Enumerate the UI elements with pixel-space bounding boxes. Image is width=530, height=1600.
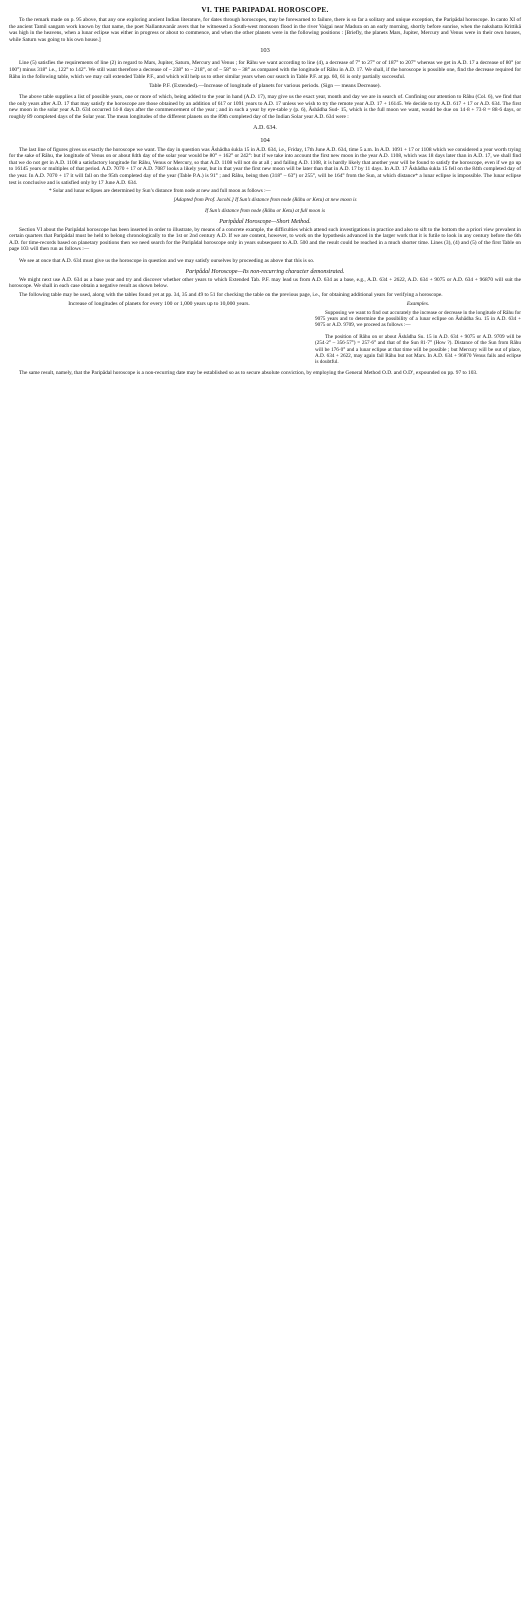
result-paragraph: The last line of figures gives us exactly the horoscope we want. The day in question was Âshâdha śukla 15 in A.D. 634, i.e., Friday, 17th June A.D. 634, time 5 a.m. In A.D. 1091 + 17 or 1108 which we considered a year worth trying for the sake of Râhu, the longitude of Venus on or about 84th day of the solar year would be 80° + 162° or 242°: but if we take into account the first new moon in the year A.D. 1108, which was 18 days later than in A.D. 17, we shall find that we do not get in A.D. 1108 a satisfactory longitude for Râhu, Venus or Mercury, so that A.D. 1108 will not do at all ; and failing A.D. 1108, it is hardly likely that another year will be found to satisfy the horoscope, even if we go up to 16145 years or multiples of that period. A.D. 7070 + 17 or A.D. 7087 looks a likely year, but in that year the first new moon will be later than that in A.D. 17 by 11 days. In A.D. 17 Âshâdha śukla 15 fell on the 84th completed day of the year. In A.D. 7070 + 17 it will fall on the 95th completed day of the year (Table P.A.) is 91° ; and Râhu, being then (318° – 63°) or 255°, will be 164° from the Sun, at which distance* a lunar eclipse is impossible. The lunar eclipse test is conclusive and is satisfied only by 17 June A.D. 634. xyxy=(9,146,521,186)
intro-paragraph: To the remark made on p. 95 above, that any one exploring ancient Indian literature, for dates through horoscopes, may be forewarned to failure, there is so far a solitary and unique exception, the Paripâdal horoscope. In canto XI of the ancient Tamil sangam work known by that name, the poet Nallantuvanâr avers that he witnessed a South-west monsoon flood in the river Vaigai near Madura on an early morning, shortly before sunrise, when the nakshatra Krittikâ was high in the heavens, when a lunar eclipse was either in progress or about to commence, and when the other planets were in the following positions : [Briefly, the planets Mars, Jupiter, Mercury and Venus were in their own houses, while Saturn was going to his own house.] xyxy=(9,17,521,43)
line5-paragraph: Line (5) satisfies the requirements of line (2) in regard to Mars, Jupiter, Saturn, Mercury and Venus ; for Râhu we want according to line (4), a decrease of 7° to 27° or of 187° to 207° whereas we get in A.D. 17 a decrease of 80° (or 100°) minus 318° i.e., 122° to 142°. We still want therefore a decrease of – 238° to – 218°, or of – 58° to – 38° as compared with the longitude of Râhu in A.D. 17. We shall, if the horoscope is possible one, find the decrease required for Râhu in the following table, which we may call extended Table P.F., and which will help us to other similar years when our search in Table P.F. at pp. 60, 61 is only partially successful. xyxy=(9,60,521,80)
section-title: VI. THE PARIPADAL HOROSCOPE. xyxy=(201,6,329,14)
tpf-title: Table P.F. (Extended).—Increase of longitude of planets for various periods. (Sign — means Decrease). xyxy=(149,83,381,90)
possible-years-paragraph: The above table supplies a list of possible years, one or more of which, being added to the year in hand (A.D. 17), may give us the exact year, month and day we are in search of. Confining our attention to Râhu (Col. 6), we find that the only years after A.D. 17 that may satisfy the horoscope are those obtained by an addition of 617 or 1091 years to A.D. 17 unless we wish to try the remote year A.D. 17 + 16145. We decide to try A.D. 617 + 17 or A.D. 634. The first new moon in the solar year A.D. 634 occurred 14·8 days after the commencement of the year ; and in such a year by eye-table y (p. 6), Âshâdha Sud- 15, which is the full moon we want, would be due on 14·8 + 73·8 = 88·6 days, or roughly 89 completed days of the Solar year. The mean longitudes of the different planets on the 89th completed day of the Indian Solar year A.D. 634 were : xyxy=(9,94,521,120)
examples-paragraph-1: Supposing we want to find out accurately the increase or decrease in the longitude of Râhu for 9075 years and to determine the possibility of a lunar eclipse on Âshâdha Su. 15 in A.D. 634 + 9075 or A.D. 9709, we proceed as follows :— xyxy=(315,309,521,329)
jacobi-title: [Adapted from Prof. Jacobi.] If Sun’s distance from node (Râhu or Ketu) at new moon is xyxy=(173,197,357,204)
conclusion-paragraph: We see at once that A.D. 634 must give us the horoscope in question and we may satisfy ourselves by proceeding as above that this is so. xyxy=(19,258,315,265)
full-moon-title: If Sun’s distance from node (Râhu or Ketu) at full moon is xyxy=(204,207,326,214)
examples-column xyxy=(315,301,521,367)
examples-paragraph-2: The position of Râhu on or about Âshâdha Su. 15 in A.D. 634 + 9075 or A.D. 9709 will be (254·2° – 356·57°) = 257·6° and that of the Sun 81·7° (How ?). Distance of the Sun from Râhu will be 176·0° and a lunar eclipse at that time will be possible ; but Mercury will be out of place, A.D. 634 + 2622, may again fail Râhu but not Mars. In A.D. 634 + 96870 Venus fails and eclipse is doubtful. xyxy=(315,334,521,366)
increase-table-wrapper xyxy=(9,301,309,367)
page-number-104: 104 xyxy=(260,136,270,144)
bottom-section xyxy=(9,301,521,367)
short-method-title: Paripâdal Horoscope—Short Method. xyxy=(219,218,311,225)
short-method-paragraph: Section VI about the Paripâdal horoscope has been inserted in order to illustrate, by means of a concrete example, the difficulties which attend such investigations in practice and also to sift to the bottom the a priori view prevalent in certain quarters that Paripâdal must be held to belong chronologically to the 1st or 2nd century A.D. If we are content, however, to work on the hypothesis advanced in the larger work that it is futile to look in any century before the 6th A.D. for time-records based on planetary positions then we need search for the Paripâdal horoscope only in years subsequent to A.D. 500 and the result could be reached in a much shorter time. Lines (3), (4) and (5) of the first Table on page 103 will then run as follows :— xyxy=(9,226,521,253)
examples-title: Examples. xyxy=(406,301,430,308)
ad634-title: A.D. 634. xyxy=(253,124,277,131)
page-number-103: 103 xyxy=(260,47,270,55)
non-recurring-title: Paripâdal Horoscope—Its non-recurring character demonstrated. xyxy=(185,268,345,275)
page xyxy=(9,0,521,377)
increase-table-title: Increase of longitudes of planets for every 100 or 1,000 years up to 10,000 years. xyxy=(68,301,250,308)
eclipse-footnote: * Solar and lunar eclipses are determined by Sun’s distance from node at new and full moon as follows :— xyxy=(49,188,271,195)
base-year-paragraph: We might next use A.D. 634 as a base year and try and discover whether other years to which Extended Tab. P.F. may lead us from A.D. 634 as a base, e.g., A.D. 634 + 2622, A.D. 634 + 9075 or A.D. 634 + 96870 will suit the horoscope. We shall in each case obtain a negative result as shown below. xyxy=(9,276,521,290)
following-table-paragraph: The following table may be used, along with the tables found yet at pp. 34, 35 and 49 to 51 for checking the table on the previous page, i.e., for obtaining additional years for verifying a horoscope. xyxy=(19,291,443,298)
closing-paragraph: The same result, namely, that the Paripâdal horoscope is a non-recurring date may be established so as to secure absolute conviction, by employing the General Method O.D. and O.D′, expounded on pp. 97 to 103. xyxy=(19,370,478,377)
